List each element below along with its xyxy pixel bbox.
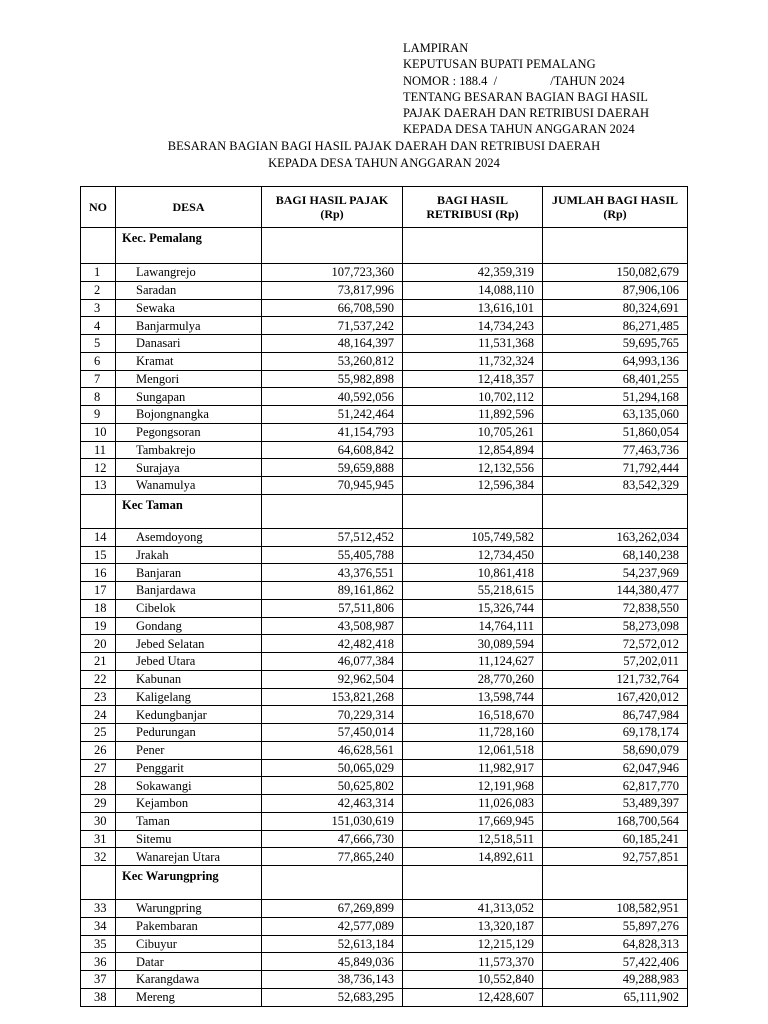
table-row: [81, 388, 688, 406]
row-no: 35: [81, 935, 116, 953]
title-line-1: BESARAN BAGIAN BAGI HASIL PAJAK DAERAH DAN RETRIBUSI DAERAH: [167, 139, 601, 153]
table-row: [81, 423, 688, 441]
row-bagi-hasil-pajak: 42,577,089: [262, 917, 403, 935]
row-desa: Pakembaran: [116, 917, 262, 935]
row-desa: Warungpring: [116, 900, 262, 918]
table-row: [81, 706, 688, 724]
empty-cell: [81, 866, 116, 896]
row-bagi-hasil-pajak: 50,065,029: [262, 759, 403, 777]
row-jumlah: 62,047,946: [543, 759, 688, 777]
kecamatan-row: [81, 866, 688, 896]
header-jumlah: JUMLAH BAGI HASIL (Rp): [543, 187, 688, 228]
tentang-line-3: KEPADA DESA TAHUN ANGGARAN 2024: [403, 122, 635, 137]
row-bagi-hasil-pajak: 48,164,397: [262, 335, 403, 353]
table-row: [81, 546, 688, 564]
row-no: 15: [81, 546, 116, 564]
row-jumlah: 92,757,851: [543, 848, 688, 866]
table-row: [81, 935, 688, 953]
kecamatan-name: Kec. Pemalang: [116, 228, 262, 260]
row-bagi-hasil-pajak: 89,161,862: [262, 582, 403, 600]
row-bagi-hasil-pajak: 55,405,788: [262, 546, 403, 564]
row-desa: Cibelok: [116, 599, 262, 617]
table-row: [81, 759, 688, 777]
row-no: 28: [81, 777, 116, 795]
row-bagi-hasil-pajak: 42,463,314: [262, 795, 403, 813]
kecamatan-row: [81, 228, 688, 260]
table-row: [81, 777, 688, 795]
row-no: 20: [81, 635, 116, 653]
row-bagi-hasil-pajak: 42,482,418: [262, 635, 403, 653]
row-desa: Sokawangi: [116, 777, 262, 795]
row-no: 17: [81, 582, 116, 600]
row-bagi-hasil-retribusi: 12,132,556: [403, 459, 543, 477]
row-no: 27: [81, 759, 116, 777]
row-no: 11: [81, 441, 116, 459]
row-no: 13: [81, 477, 116, 495]
table-row: [81, 582, 688, 600]
row-bagi-hasil-retribusi: 12,428,607: [403, 988, 543, 1006]
empty-cell: [543, 866, 688, 896]
table-row: [81, 264, 688, 282]
row-no: 33: [81, 900, 116, 918]
row-bagi-hasil-pajak: 151,030,619: [262, 812, 403, 830]
row-bagi-hasil-pajak: 57,512,452: [262, 528, 403, 546]
row-bagi-hasil-pajak: 55,982,898: [262, 370, 403, 388]
row-desa: Banjardawa: [116, 582, 262, 600]
row-bagi-hasil-pajak: 51,242,464: [262, 406, 403, 424]
row-bagi-hasil-pajak: 66,708,590: [262, 299, 403, 317]
tentang-line-2: PAJAK DAERAH DAN RETRIBUSI DAERAH: [403, 106, 650, 121]
row-bagi-hasil-pajak: 45,849,036: [262, 953, 403, 971]
row-jumlah: 144,380,477: [543, 582, 688, 600]
row-no: 21: [81, 653, 116, 671]
row-bagi-hasil-retribusi: 11,531,368: [403, 335, 543, 353]
row-jumlah: 68,140,238: [543, 546, 688, 564]
row-bagi-hasil-retribusi: 15,326,744: [403, 599, 543, 617]
row-jumlah: 167,420,012: [543, 688, 688, 706]
row-desa: Banjaran: [116, 564, 262, 582]
row-bagi-hasil-pajak: 38,736,143: [262, 971, 403, 989]
table-row: [81, 688, 688, 706]
nomor-line: NOMOR : 188.4 / /TAHUN 2024: [403, 73, 625, 88]
row-no: 24: [81, 706, 116, 724]
empty-cell: [403, 866, 543, 896]
row-bagi-hasil-retribusi: 30,089,594: [403, 635, 543, 653]
row-bagi-hasil-retribusi: 17,669,945: [403, 812, 543, 830]
row-no: 16: [81, 564, 116, 582]
row-desa: Taman: [116, 812, 262, 830]
table-row: [81, 441, 688, 459]
row-no: 10: [81, 423, 116, 441]
row-bagi-hasil-pajak: 57,450,014: [262, 724, 403, 742]
lampiran-label: LAMPIRAN: [403, 41, 469, 55]
row-desa: Sewaka: [116, 299, 262, 317]
row-jumlah: 77,463,736: [543, 441, 688, 459]
row-desa: Surajaya: [116, 459, 262, 477]
table-row: [81, 477, 688, 495]
row-jumlah: 86,271,485: [543, 317, 688, 335]
row-jumlah: 55,897,276: [543, 917, 688, 935]
header-no: NO: [81, 187, 116, 228]
row-no: 32: [81, 848, 116, 866]
table-row: [81, 670, 688, 688]
empty-cell: [403, 228, 543, 260]
row-bagi-hasil-retribusi: 12,191,968: [403, 777, 543, 795]
row-bagi-hasil-retribusi: 55,218,615: [403, 582, 543, 600]
row-jumlah: 57,422,406: [543, 953, 688, 971]
row-desa: Lawangrejo: [116, 264, 262, 282]
empty-cell: [543, 228, 688, 260]
row-bagi-hasil-retribusi: 28,770,260: [403, 670, 543, 688]
row-desa: Banjarmulya: [116, 317, 262, 335]
row-bagi-hasil-pajak: 43,508,987: [262, 617, 403, 635]
row-bagi-hasil-pajak: 57,511,806: [262, 599, 403, 617]
empty-cell: [262, 228, 403, 260]
table-row: [81, 917, 688, 935]
row-bagi-hasil-retribusi: 11,026,083: [403, 795, 543, 813]
kecamatan-row: [81, 494, 688, 524]
row-desa: Kabunan: [116, 670, 262, 688]
row-desa: Penggarit: [116, 759, 262, 777]
kecamatan-name: Kec Warungpring: [116, 866, 262, 896]
row-desa: Jebed Selatan: [116, 635, 262, 653]
row-jumlah: 150,082,679: [543, 264, 688, 282]
title-line-2: KEPADA DESA TAHUN ANGGARAN 2024: [268, 156, 500, 170]
row-bagi-hasil-retribusi: 11,573,370: [403, 953, 543, 971]
row-bagi-hasil-retribusi: 10,705,261: [403, 423, 543, 441]
row-bagi-hasil-retribusi: 16,518,670: [403, 706, 543, 724]
table-row: [81, 528, 688, 546]
table-body: [81, 228, 688, 1007]
row-bagi-hasil-retribusi: 12,596,384: [403, 477, 543, 495]
row-jumlah: 72,572,012: [543, 635, 688, 653]
row-bagi-hasil-retribusi: 10,552,840: [403, 971, 543, 989]
row-no: 30: [81, 812, 116, 830]
header-desa: DESA: [116, 187, 262, 228]
row-jumlah: 51,294,168: [543, 388, 688, 406]
row-jumlah: 62,817,770: [543, 777, 688, 795]
table-row: [81, 900, 688, 918]
row-jumlah: 86,747,984: [543, 706, 688, 724]
row-jumlah: 168,700,564: [543, 812, 688, 830]
row-bagi-hasil-pajak: 77,865,240: [262, 848, 403, 866]
row-no: 22: [81, 670, 116, 688]
table-row: [81, 317, 688, 335]
row-jumlah: 54,237,969: [543, 564, 688, 582]
row-jumlah: 57,202,011: [543, 653, 688, 671]
row-bagi-hasil-retribusi: 13,598,744: [403, 688, 543, 706]
table-row: [81, 653, 688, 671]
row-bagi-hasil-pajak: 73,817,996: [262, 281, 403, 299]
row-desa: Jebed Utara: [116, 653, 262, 671]
row-desa: Bojongnangka: [116, 406, 262, 424]
row-jumlah: 80,324,691: [543, 299, 688, 317]
row-jumlah: 68,401,255: [543, 370, 688, 388]
row-desa: Mengori: [116, 370, 262, 388]
table-row: [81, 370, 688, 388]
row-jumlah: 83,542,329: [543, 477, 688, 495]
row-jumlah: 63,135,060: [543, 406, 688, 424]
row-bagi-hasil-pajak: 70,945,945: [262, 477, 403, 495]
row-desa: Gondang: [116, 617, 262, 635]
empty-cell: [262, 866, 403, 896]
empty-cell: [81, 494, 116, 524]
row-bagi-hasil-retribusi: 14,764,111: [403, 617, 543, 635]
document-title: [0, 138, 768, 172]
table-row: [81, 830, 688, 848]
row-bagi-hasil-retribusi: 13,320,187: [403, 917, 543, 935]
table-row: [81, 635, 688, 653]
row-desa: Tambakrejo: [116, 441, 262, 459]
empty-cell: [262, 494, 403, 524]
row-no: 3: [81, 299, 116, 317]
row-no: 8: [81, 388, 116, 406]
row-bagi-hasil-retribusi: 12,518,511: [403, 830, 543, 848]
table-row: [81, 406, 688, 424]
row-jumlah: 71,792,444: [543, 459, 688, 477]
table-row: [81, 988, 688, 1006]
row-jumlah: 87,906,106: [543, 281, 688, 299]
row-jumlah: 64,828,313: [543, 935, 688, 953]
row-desa: Jrakah: [116, 546, 262, 564]
row-desa: Kaligelang: [116, 688, 262, 706]
row-bagi-hasil-pajak: 46,077,384: [262, 653, 403, 671]
row-bagi-hasil-retribusi: 12,061,518: [403, 741, 543, 759]
row-bagi-hasil-retribusi: 10,702,112: [403, 388, 543, 406]
empty-cell: [543, 494, 688, 524]
row-no: 26: [81, 741, 116, 759]
row-no: 25: [81, 724, 116, 742]
table-row: [81, 741, 688, 759]
table-row: [81, 795, 688, 813]
row-desa: Sitemu: [116, 830, 262, 848]
row-no: 6: [81, 352, 116, 370]
row-no: 37: [81, 971, 116, 989]
row-no: 36: [81, 953, 116, 971]
header-bagi-hasil-pajak: BAGI HASIL PAJAK (Rp): [262, 187, 403, 228]
row-desa: Wanamulya: [116, 477, 262, 495]
row-bagi-hasil-pajak: 43,376,551: [262, 564, 403, 582]
row-jumlah: 108,582,951: [543, 900, 688, 918]
table-row: [81, 724, 688, 742]
row-desa: Datar: [116, 953, 262, 971]
table-row: [81, 971, 688, 989]
row-no: 29: [81, 795, 116, 813]
row-no: 19: [81, 617, 116, 635]
table-row: [81, 953, 688, 971]
row-no: 38: [81, 988, 116, 1006]
row-jumlah: 69,178,174: [543, 724, 688, 742]
row-bagi-hasil-pajak: 92,962,504: [262, 670, 403, 688]
row-bagi-hasil-retribusi: 14,088,110: [403, 281, 543, 299]
row-no: 4: [81, 317, 116, 335]
row-desa: Asemdoyong: [116, 528, 262, 546]
row-no: 12: [81, 459, 116, 477]
row-desa: Kramat: [116, 352, 262, 370]
row-jumlah: 51,860,054: [543, 423, 688, 441]
row-desa: Karangdawa: [116, 971, 262, 989]
row-jumlah: 58,690,079: [543, 741, 688, 759]
row-bagi-hasil-pajak: 41,154,793: [262, 423, 403, 441]
row-no: 7: [81, 370, 116, 388]
row-jumlah: 49,288,983: [543, 971, 688, 989]
row-desa: Pegongsoran: [116, 423, 262, 441]
row-desa: Danasari: [116, 335, 262, 353]
row-no: 14: [81, 528, 116, 546]
row-desa: Wanarejan Utara: [116, 848, 262, 866]
table-row: [81, 599, 688, 617]
row-jumlah: 121,732,764: [543, 670, 688, 688]
row-desa: Mereng: [116, 988, 262, 1006]
row-bagi-hasil-retribusi: 13,616,101: [403, 299, 543, 317]
row-jumlah: 53,489,397: [543, 795, 688, 813]
row-bagi-hasil-retribusi: 105,749,582: [403, 528, 543, 546]
table-row: [81, 617, 688, 635]
row-desa: Saradan: [116, 281, 262, 299]
row-bagi-hasil-retribusi: 11,124,627: [403, 653, 543, 671]
row-bagi-hasil-retribusi: 11,982,917: [403, 759, 543, 777]
row-jumlah: 60,185,241: [543, 830, 688, 848]
row-bagi-hasil-retribusi: 11,892,596: [403, 406, 543, 424]
table-row: [81, 335, 688, 353]
row-bagi-hasil-pajak: 71,537,242: [262, 317, 403, 335]
table-row: [81, 564, 688, 582]
row-bagi-hasil-pajak: 59,659,888: [262, 459, 403, 477]
row-no: 5: [81, 335, 116, 353]
row-bagi-hasil-retribusi: 12,854,894: [403, 441, 543, 459]
header-bagi-hasil-retribusi: BAGI HASIL RETRIBUSI (Rp): [403, 187, 543, 228]
empty-cell: [403, 494, 543, 524]
row-no: 31: [81, 830, 116, 848]
row-no: 23: [81, 688, 116, 706]
row-bagi-hasil-retribusi: 12,418,357: [403, 370, 543, 388]
row-jumlah: 72,838,550: [543, 599, 688, 617]
row-bagi-hasil-pajak: 153,821,268: [262, 688, 403, 706]
row-bagi-hasil-pajak: 52,683,295: [262, 988, 403, 1006]
row-no: 34: [81, 917, 116, 935]
row-bagi-hasil-retribusi: 11,732,324: [403, 352, 543, 370]
row-desa: Cibuyur: [116, 935, 262, 953]
row-bagi-hasil-pajak: 47,666,730: [262, 830, 403, 848]
row-bagi-hasil-pajak: 70,229,314: [262, 706, 403, 724]
row-jumlah: 58,273,098: [543, 617, 688, 635]
row-no: 9: [81, 406, 116, 424]
row-bagi-hasil-retribusi: 10,861,418: [403, 564, 543, 582]
lampiran-header: [403, 40, 649, 138]
table-row: [81, 848, 688, 866]
row-no: 1: [81, 264, 116, 282]
row-no: 18: [81, 599, 116, 617]
keputusan-line: KEPUTUSAN BUPATI PEMALANG: [403, 57, 596, 72]
row-desa: Kejambon: [116, 795, 262, 813]
row-bagi-hasil-pajak: 67,269,899: [262, 900, 403, 918]
row-bagi-hasil-retribusi: 14,892,611: [403, 848, 543, 866]
kecamatan-name: Kec Taman: [116, 494, 262, 524]
table-header-row: [81, 187, 688, 228]
row-desa: Sungapan: [116, 388, 262, 406]
row-bagi-hasil-pajak: 40,592,056: [262, 388, 403, 406]
row-jumlah: 163,262,034: [543, 528, 688, 546]
table-row: [81, 299, 688, 317]
row-jumlah: 65,111,902: [543, 988, 688, 1006]
row-bagi-hasil-retribusi: 42,359,319: [403, 264, 543, 282]
row-bagi-hasil-retribusi: 12,215,129: [403, 935, 543, 953]
row-bagi-hasil-pajak: 107,723,360: [262, 264, 403, 282]
row-bagi-hasil-pajak: 64,608,842: [262, 441, 403, 459]
row-bagi-hasil-pajak: 46,628,561: [262, 741, 403, 759]
row-desa: Pener: [116, 741, 262, 759]
table-row: [81, 352, 688, 370]
tentang-line: TENTANG BESARAN BAGIAN BAGI HASIL: [403, 89, 648, 104]
row-jumlah: 59,695,765: [543, 335, 688, 353]
row-bagi-hasil-pajak: 50,625,802: [262, 777, 403, 795]
table-row: [81, 281, 688, 299]
row-bagi-hasil-pajak: 52,613,184: [262, 935, 403, 953]
row-bagi-hasil-retribusi: 11,728,160: [403, 724, 543, 742]
row-bagi-hasil-retribusi: 41,313,052: [403, 900, 543, 918]
table-row: [81, 812, 688, 830]
row-bagi-hasil-retribusi: 12,734,450: [403, 546, 543, 564]
table-row: [81, 459, 688, 477]
row-desa: Kedungbanjar: [116, 706, 262, 724]
row-no: 2: [81, 281, 116, 299]
row-desa: Pedurungan: [116, 724, 262, 742]
row-jumlah: 64,993,136: [543, 352, 688, 370]
row-bagi-hasil-pajak: 53,260,812: [262, 352, 403, 370]
bagi-hasil-table: [80, 186, 688, 1007]
row-bagi-hasil-retribusi: 14,734,243: [403, 317, 543, 335]
empty-cell: [81, 228, 116, 260]
